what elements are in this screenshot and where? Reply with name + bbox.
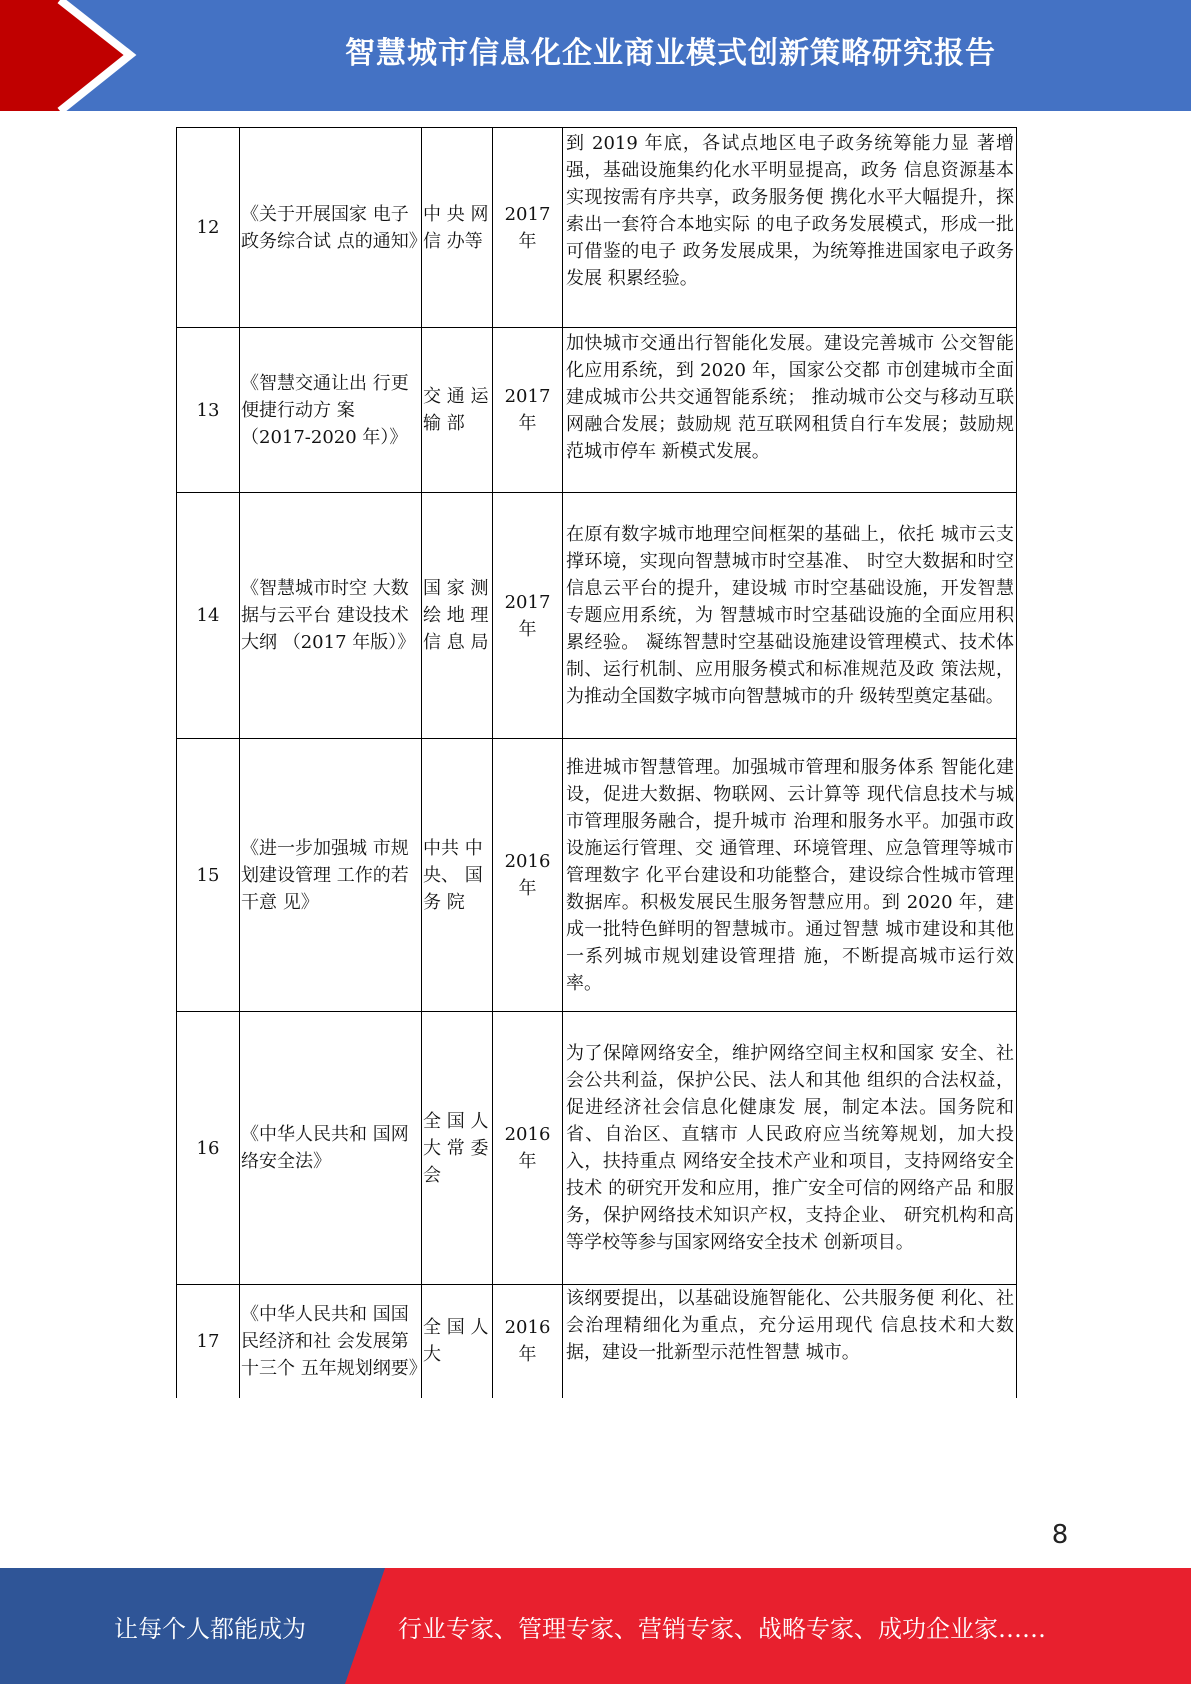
issue-year: 2016 年 xyxy=(493,739,563,1012)
policy-description-text: 为了保障网络安全，维护网络空间主权和国家 安全、社会公共利益，保护公民、法人和其他 组织的合法权益，促进经济社会信息化健康发 展，制定本法。国务院和省、自治区、直辖市 人民政府应当统筹规划，加大投入，扶持重点 网络安全技术产业和项目，支持网络安全技术 的研究开发和应用，推广安全可信的网络产品 和服务，保护网络技术知识产权，支持企业、 研究机构和高等学校等参与国家网络安全技术 创新项目。 xyxy=(566,1043,1014,1253)
policy-description-text: 在原有数字城市地理空间框架的基础上，依托 城市云支撑环境，实现向智慧城市时空基准、 时空大数据和时空信息云平台的提升，建设城 市时空基础设施，开发智慧专题应用系统，为 智慧城市时空基础设施的全面应用积累经验。 凝练智慧时空基础设施建设管理模式、技术体 制、运行机制、应用服务模式和标准规范及政 策法规，为推动全国数字城市向智慧城市的升 级转型奠定基础。 xyxy=(566,524,1014,707)
header-chevron-decoration xyxy=(0,0,160,111)
policy-description-text: 该纲要提出，以基础设施智能化、公共服务便 利化、社会治理精细化为重点，充分运用现代 信息技术和大数据，建设一批新型示范性智慧 城市。 xyxy=(566,1288,1014,1363)
issue-year: 2016 年 xyxy=(493,1285,563,1398)
issuing-department: 交 通 运 输 部 xyxy=(422,328,493,493)
policy-description-text: 加快城市交通出行智能化发展。建设完善城市 公交智能化应用系统，到 2020 年，国家公交都 市创建城市全面建成城市公共交通智能系统； 推动城市公交与移动互联网融合发展；鼓励规 范互联网租赁自行车发展；鼓励规范城市停车 新模式发展。 xyxy=(566,333,1014,462)
policy-description xyxy=(563,1012,1017,1285)
table-row xyxy=(177,493,1017,739)
row-number: 16 xyxy=(177,1012,240,1285)
issuing-department: 国 家 测 绘 地 理 信 息 局 xyxy=(422,493,493,739)
policy-description-text: 推进城市智慧管理。加强城市管理和服务体系 智能化建设，促进大数据、物联网、云计算等 现代信息技术与城市管理服务融合，提升城市 治理和服务水平。加强市政设施运行管理、交 通管理、环境管理、应急管理等城市管理数字 化平台建设和功能整合，建设综合性城市管理 数据库。积极发展民生服务智慧应用。到 2020 年，建成一批特色鲜明的智慧城市。通过智慧 城市建设和其他一系列城市规划建设管理措 施，不断提高城市运行效率。 xyxy=(566,756,1014,994)
row-number: 13 xyxy=(177,328,240,493)
policy-name: 《智慧交通让出 行更便捷行动方 案（2017-2020 年）》 xyxy=(240,328,422,493)
policy-description xyxy=(563,1285,1017,1398)
issuing-department: 全 国 人 大 常 委 会 xyxy=(422,1012,493,1285)
row-number: 15 xyxy=(177,739,240,1012)
policy-description xyxy=(563,493,1017,739)
footer-slogan-left: 让每个人都能成为 xyxy=(114,1614,306,1643)
page-header xyxy=(0,0,1191,111)
row-number: 17 xyxy=(177,1285,240,1398)
page-number: 8 xyxy=(1051,1520,1069,1550)
table-row xyxy=(177,328,1017,493)
issue-year: 2017 年 xyxy=(493,493,563,739)
issue-year: 2017 年 xyxy=(493,328,563,493)
policy-description xyxy=(563,739,1017,1012)
issue-year: 2017 年 xyxy=(493,128,563,328)
policy-description-text: 到 2019 年底，各试点地区电子政务统筹能力显 著增强，基础设施集约化水平明显提高，政务 信息资源基本实现按需有序共享，政务服务便 携化水平大幅提升，探索出一套符合本地实际 的电子政务发展模式，形成一批可借鉴的电子 政务发展成果，为统筹推进国家电子政务发展 积累经验。 xyxy=(566,133,1014,289)
policy-name: 《关于开展国家 电子政务综合试 点的通知》 xyxy=(240,128,422,328)
issuing-department: 中共 中 央、 国务 院 xyxy=(422,739,493,1012)
table-row xyxy=(177,739,1017,1012)
issuing-department: 全 国 人大 xyxy=(422,1285,493,1398)
report-title: 智慧城市信息化企业商业模式创新策略研究报告 xyxy=(345,36,996,71)
policy-name: 《中华人民共和 国网络安全法》 xyxy=(240,1012,422,1285)
table-row xyxy=(177,128,1017,328)
footer-slogan-right: 行业专家、管理专家、营销专家、战略专家、成功企业家…… xyxy=(398,1614,1046,1643)
policy-description xyxy=(563,128,1017,328)
issuing-department: 中 央 网 信 办等 xyxy=(422,128,493,328)
issue-year: 2016 年 xyxy=(493,1012,563,1285)
table-row xyxy=(177,1285,1017,1398)
policy-name: 《中华人民共和 国国民经济和社 会发展第十三个 五年规划纲要》 xyxy=(240,1285,422,1398)
policy-name: 《进一步加强城 市规划建设管理 工作的若干意 见》 xyxy=(240,739,422,1012)
policy-description xyxy=(563,328,1017,493)
page-footer xyxy=(0,1568,1191,1684)
policy-table xyxy=(176,127,1016,1398)
policy-name: 《智慧城市时空 大数据与云平台 建设技术大纲 （2017 年版）》 xyxy=(240,493,422,739)
table-row xyxy=(177,1012,1017,1285)
row-number: 14 xyxy=(177,493,240,739)
row-number: 12 xyxy=(177,128,240,328)
